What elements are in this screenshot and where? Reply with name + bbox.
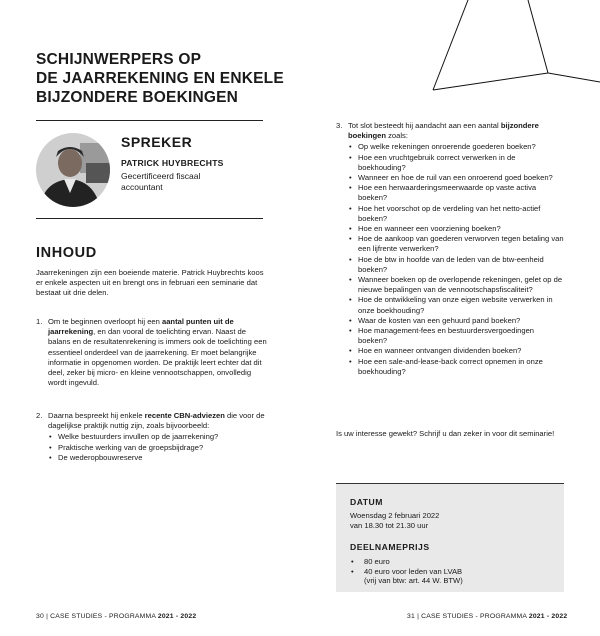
item-number: 3. [336, 121, 343, 130]
list-item: • Hoe de ontwikkeling van onze eigen website verwerken in onze boekhouding? [348, 295, 564, 315]
price-note: (vrij van btw: art. 44 W. BTW) [364, 576, 463, 585]
item-text: Daarna bespreekt hij enkele [48, 411, 145, 420]
price-item: • 40 euro voor leden van LVAB [350, 567, 550, 577]
item-number: 2. [36, 411, 43, 420]
list-item: • Hoe een herwaarderingsmeerwaarde op vaste activa boeken? [348, 183, 564, 203]
page-title [36, 50, 296, 107]
list-item: • Hoe het voorschot op de verdeling van het netto-actief boeken? [348, 204, 564, 224]
list-item-2 [36, 411, 268, 463]
datum-heading: DATUM [350, 497, 383, 507]
title-line-3: BIJZONDERE BOEKINGEN [36, 89, 239, 106]
footer-label: | CASE STUDIES - PROGRAMMA [46, 613, 158, 620]
list-item: • Hoe de btw in hoofde van de leden van de btw-eenheid boeken? [348, 255, 564, 275]
item-highlight: aantal punten uit de jaarrekening [48, 317, 234, 337]
datum-line-1: Woensdag 2 februari 2022 [350, 511, 440, 520]
list-item: • Hoe en wanneer ontvangen dividenden boeken? [348, 346, 564, 356]
speaker-info [121, 134, 271, 193]
page-number: 31 [407, 613, 415, 620]
bullet-list [348, 142, 564, 377]
prijs-heading: DEELNAMEPRIJS [350, 542, 430, 552]
title-line-2: DE JAARREKENING EN ENKELE [36, 70, 284, 87]
list-item: • Welke bestuurders invullen op de jaarrekening? [48, 432, 268, 442]
list-item: • Wanneer boeken op de overlopende rekeningen, gelet op de nieuwe bepalingen van de vennootschapsfiscaliteit? [348, 275, 564, 295]
item-text: Om te beginnen overloopt hij een [48, 317, 162, 326]
list-item: • Hoe management-fees en bestuurdersvergoedingen boeken? [348, 326, 564, 346]
list-item: • Hoe een vruchtgebruik correct verwerken in de boekhouding? [348, 153, 564, 173]
speaker-label: SPREKER [121, 134, 193, 150]
inhoud-intro: Jaarrekeningen zijn een boeiende materie. Patrick Huybrechts koos er enkele aspecten uit en brengt ons in februari een seminarie dat bestaat uit drie delen. [36, 268, 264, 298]
item-text: Tot slot besteedt hij aandacht aan een aantal [348, 121, 501, 130]
bullet-list [48, 432, 268, 463]
list-item: • Hoe een sale-and-lease-back correct opnemen in onze boekhouding? [348, 357, 564, 377]
speaker-name: PATRICK HUYBRECHTS [121, 158, 224, 168]
list-item-1 [36, 317, 268, 388]
list-item: • Wanneer en hoe de ruil van een onroerend goed boeken? [348, 173, 564, 183]
divider-bottom [36, 218, 263, 219]
item-text: zoals: [385, 131, 408, 141]
footer-right [407, 613, 567, 620]
event-info-box [336, 483, 564, 592]
speaker-avatar [36, 133, 110, 207]
price-list [350, 557, 550, 577]
call-to-action: Is uw interesse gewekt? Schrijf u dan zeker in voor dit seminarie! [336, 429, 555, 438]
list-item: • Hoe de aankoop van goederen verworven tegen betaling van een lijfrente verwerken? [348, 234, 564, 254]
list-item: • Op welke rekeningen onroerende goederen boeken? [348, 142, 564, 152]
inhoud-heading: INHOUD [36, 245, 97, 261]
footer-years: 2021 - 2022 [157, 613, 197, 620]
list-item: • Hoe en wanneer een voorziening boeken? [348, 224, 564, 234]
list-item-3 [336, 121, 564, 377]
list-item: • De wederopbouwreserve [48, 453, 268, 463]
price-item: • 80 euro [350, 557, 550, 567]
page-number: 30 [36, 613, 44, 620]
footer-left [36, 613, 196, 620]
speaker-role [121, 171, 271, 193]
speaker-role-line-1: Gecertificeerd fiscaal [121, 171, 201, 181]
item-text: , en dan vooral de toelichting ervan. Naast de balans en de resultatenrekening is immers ook de toelichting een essentieel onderdeel van de jaarrekening. Er moet belangrijke informatie in opgenomen worden. De praktijk leert echter dat dit deel, zeker bij micro- en kleine vennootschappen, onvolledig wordt ingevuld. [48, 327, 267, 388]
list-item: • Praktische werking van de groepsbijdrage? [48, 443, 268, 453]
item-number: 1. [36, 317, 43, 326]
item-text: die voor de dagelijkse praktijk nuttig zijn, zoals bijvoorbeeld: [48, 411, 265, 431]
list-item: • Waar de kosten van een gehuurd pand boeken? [348, 316, 564, 326]
item-highlight: bijzondere boekingen [348, 121, 539, 141]
divider-top [36, 120, 263, 121]
footer-label: | CASE STUDIES - PROGRAMMA [417, 613, 529, 620]
datum-line-2: van 18.30 tot 21.30 uur [350, 521, 429, 530]
item-highlight: recente CBN-adviezen [144, 411, 225, 420]
footer-years: 2021 - 2022 [528, 613, 568, 620]
speaker-role-line-2: accountant [121, 182, 163, 192]
title-line-1: SCHIJNWERPERS OP [36, 51, 202, 68]
